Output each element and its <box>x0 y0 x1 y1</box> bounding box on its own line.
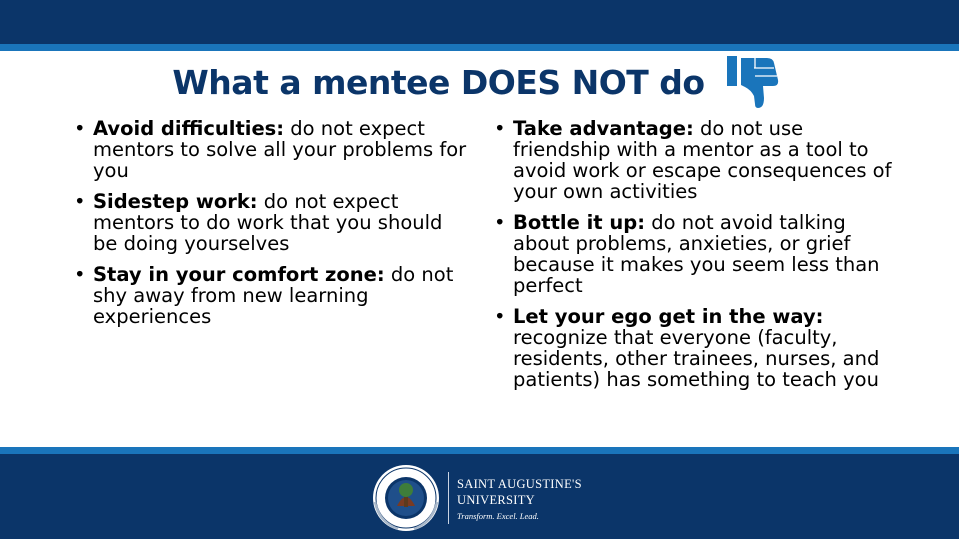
university-name-line1: SAINT AUGUSTINE'S <box>457 476 582 491</box>
top-accent-stripe <box>0 44 959 51</box>
list-item: • Let your ego get in the way: recognize that everyone (faculty, residents, other trainees, nurses, and patients) has something to teach you <box>492 306 897 390</box>
university-seal-icon <box>370 462 442 534</box>
university-tagline: Transform. Excel. Lead. <box>457 510 539 521</box>
title-row <box>0 56 959 108</box>
thumbs-down-icon <box>727 54 787 110</box>
left-bullet-list <box>72 118 467 337</box>
list-item: • Take advantage: do not use friendship with a mentor as a tool to avoid work or escape consequences of your own activities <box>492 118 897 202</box>
university-logo <box>370 462 582 534</box>
bottom-accent-stripe <box>0 447 959 454</box>
top-header-bar <box>0 0 959 44</box>
list-item: • Stay in your comfort zone: do not shy away from new learning experiences <box>72 264 467 327</box>
list-item: • Avoid difficulties: do not expect mentors to solve all your problems for you <box>72 118 467 181</box>
university-name-line2: UNIVERSITY <box>457 492 535 507</box>
logo-wordmark <box>457 476 582 521</box>
logo-divider <box>448 472 449 524</box>
list-item: • Bottle it up: do not avoid talking about problems, anxieties, or grief because it makes you seem less than perfect <box>492 212 897 296</box>
list-item: • Sidestep work: do not expect mentors to do work that you should be doing yourselves <box>72 191 467 254</box>
slide-title: What a mentee DOES NOT do <box>172 62 705 102</box>
right-bullet-list <box>492 118 897 400</box>
